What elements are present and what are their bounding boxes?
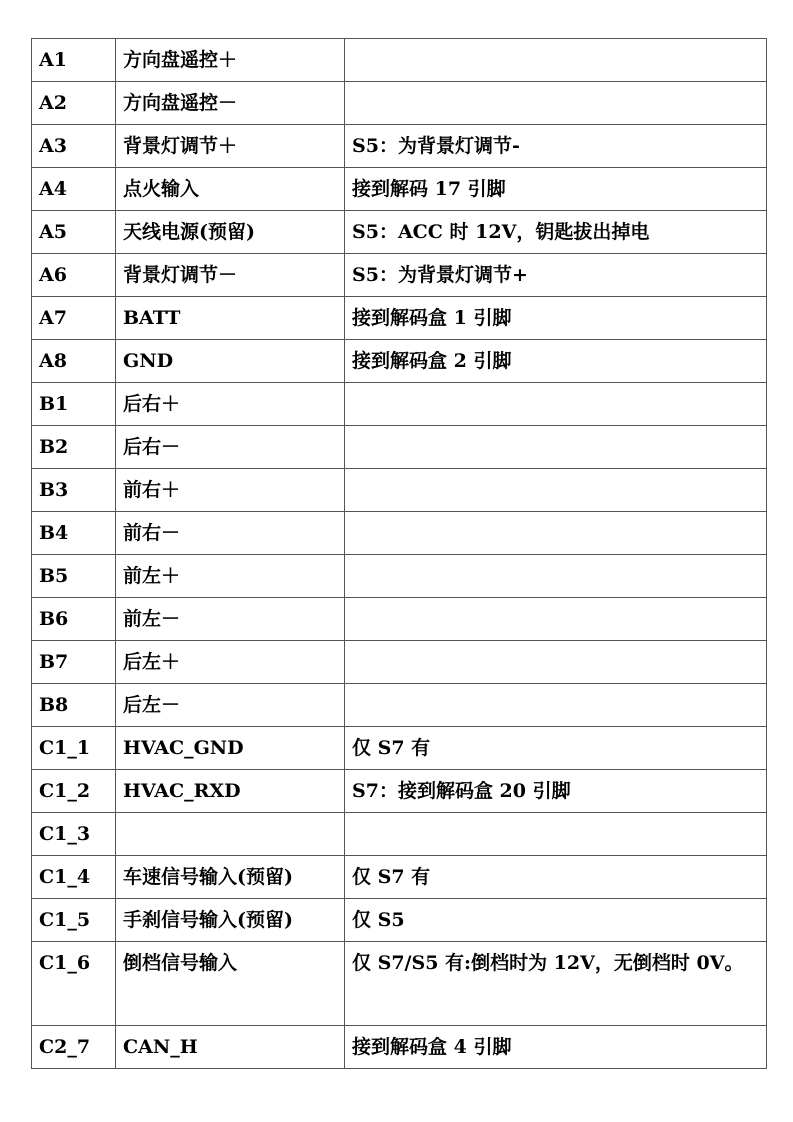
table-row bbox=[32, 39, 767, 82]
function-cell: 点火输入 bbox=[116, 168, 345, 211]
table-row bbox=[32, 211, 767, 254]
function-cell: 车速信号输入(预留) bbox=[116, 856, 345, 899]
function-cell: GND bbox=[116, 340, 345, 383]
table-row bbox=[32, 125, 767, 168]
pin-cell: A3 bbox=[32, 125, 116, 168]
function-cell: 方向盘遥控＋ bbox=[116, 39, 345, 82]
function-cell: 背景灯调节－ bbox=[116, 254, 345, 297]
table-row bbox=[32, 555, 767, 598]
note-cell bbox=[345, 39, 767, 82]
pin-cell: A5 bbox=[32, 211, 116, 254]
table-row bbox=[32, 168, 767, 211]
pin-cell: B5 bbox=[32, 555, 116, 598]
table-row bbox=[32, 297, 767, 340]
note-cell bbox=[345, 598, 767, 641]
table-row bbox=[32, 383, 767, 426]
function-cell: BATT bbox=[116, 297, 345, 340]
function-cell: 倒档信号输入 bbox=[116, 942, 345, 1026]
table-row bbox=[32, 684, 767, 727]
table-row bbox=[32, 942, 767, 1026]
note-cell bbox=[345, 512, 767, 555]
table-row bbox=[32, 82, 767, 125]
note-cell bbox=[345, 383, 767, 426]
note-cell: 仅 S7/S5 有:倒档时为 12V，无倒档时 0V。 bbox=[345, 942, 767, 1026]
function-cell bbox=[116, 813, 345, 856]
function-cell: 后右－ bbox=[116, 426, 345, 469]
pin-cell: A7 bbox=[32, 297, 116, 340]
function-cell: 后右＋ bbox=[116, 383, 345, 426]
pin-definition-table bbox=[31, 38, 767, 1069]
note-cell bbox=[345, 82, 767, 125]
table-row bbox=[32, 856, 767, 899]
function-cell: HVAC_GND bbox=[116, 727, 345, 770]
table-row bbox=[32, 641, 767, 684]
table-row bbox=[32, 813, 767, 856]
table-row bbox=[32, 1026, 767, 1069]
pin-cell: C1_2 bbox=[32, 770, 116, 813]
note-cell: S5：为背景灯调节+ bbox=[345, 254, 767, 297]
table-row bbox=[32, 727, 767, 770]
function-cell: 前右－ bbox=[116, 512, 345, 555]
pin-cell: A4 bbox=[32, 168, 116, 211]
note-cell: 仅 S7 有 bbox=[345, 856, 767, 899]
pin-cell: C1_3 bbox=[32, 813, 116, 856]
function-cell: 背景灯调节＋ bbox=[116, 125, 345, 168]
function-cell: 方向盘遥控－ bbox=[116, 82, 345, 125]
pin-cell: C2_7 bbox=[32, 1026, 116, 1069]
function-cell: 前左－ bbox=[116, 598, 345, 641]
note-cell: 接到解码 17 引脚 bbox=[345, 168, 767, 211]
table-row bbox=[32, 598, 767, 641]
table-row bbox=[32, 770, 767, 813]
note-cell: S5：为背景灯调节- bbox=[345, 125, 767, 168]
function-cell: CAN_H bbox=[116, 1026, 345, 1069]
note-cell: 仅 S7 有 bbox=[345, 727, 767, 770]
table-row bbox=[32, 254, 767, 297]
function-cell: 前左＋ bbox=[116, 555, 345, 598]
note-cell: 接到解码盒 2 引脚 bbox=[345, 340, 767, 383]
function-cell: 后左＋ bbox=[116, 641, 345, 684]
function-cell: HVAC_RXD bbox=[116, 770, 345, 813]
function-cell: 手刹信号输入(预留) bbox=[116, 899, 345, 942]
note-cell bbox=[345, 555, 767, 598]
pin-cell: B3 bbox=[32, 469, 116, 512]
pin-cell: B7 bbox=[32, 641, 116, 684]
note-cell: 接到解码盒 4 引脚 bbox=[345, 1026, 767, 1069]
note-cell: S7：接到解码盒 20 引脚 bbox=[345, 770, 767, 813]
table-row bbox=[32, 512, 767, 555]
function-cell: 前右＋ bbox=[116, 469, 345, 512]
pin-cell: B6 bbox=[32, 598, 116, 641]
pin-cell: C1_4 bbox=[32, 856, 116, 899]
note-cell bbox=[345, 426, 767, 469]
function-cell: 天线电源(预留) bbox=[116, 211, 345, 254]
table-row bbox=[32, 426, 767, 469]
function-cell: 后左－ bbox=[116, 684, 345, 727]
pin-cell: B1 bbox=[32, 383, 116, 426]
pin-cell: C1_1 bbox=[32, 727, 116, 770]
note-cell bbox=[345, 684, 767, 727]
pin-cell: B4 bbox=[32, 512, 116, 555]
pin-cell: B8 bbox=[32, 684, 116, 727]
table-row bbox=[32, 899, 767, 942]
note-cell: 接到解码盒 1 引脚 bbox=[345, 297, 767, 340]
pin-cell: C1_5 bbox=[32, 899, 116, 942]
pin-cell: C1_6 bbox=[32, 942, 116, 1026]
pin-cell: B2 bbox=[32, 426, 116, 469]
pin-cell: A8 bbox=[32, 340, 116, 383]
note-cell bbox=[345, 813, 767, 856]
table-row bbox=[32, 469, 767, 512]
pin-cell: A2 bbox=[32, 82, 116, 125]
note-cell: S5：ACC 时 12V，钥匙拔出掉电 bbox=[345, 211, 767, 254]
pin-cell: A6 bbox=[32, 254, 116, 297]
table-row bbox=[32, 340, 767, 383]
note-cell bbox=[345, 469, 767, 512]
pin-table-body bbox=[32, 39, 767, 1069]
note-cell: 仅 S5 bbox=[345, 899, 767, 942]
note-cell bbox=[345, 641, 767, 684]
pin-cell: A1 bbox=[32, 39, 116, 82]
